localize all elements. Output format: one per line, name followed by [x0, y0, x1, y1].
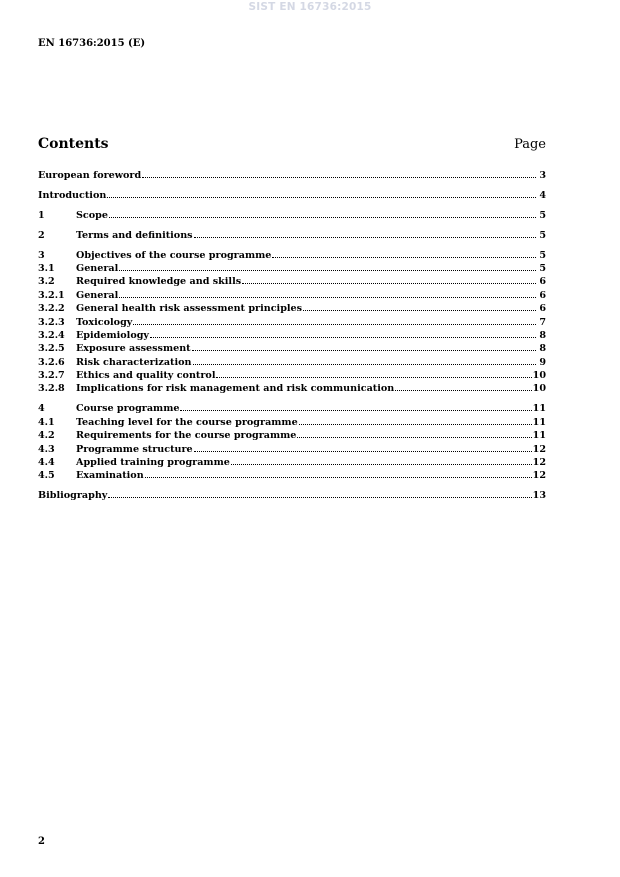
toc-entry-number: 3.2.4 [38, 329, 65, 341]
toc-entry-page: 10 [532, 370, 546, 382]
toc-entry[interactable] [38, 288, 546, 301]
toc-entry-number: 3.2.7 [38, 370, 65, 382]
toc-entry[interactable] [38, 368, 546, 381]
toc-entry-page: 6 [539, 289, 546, 301]
toc-entry-page: 13 [532, 490, 546, 502]
toc-entry[interactable] [38, 261, 546, 274]
toc-entry-number: 4 [38, 403, 45, 415]
toc-entry[interactable] [38, 188, 546, 201]
toc-dot-leader [150, 328, 536, 338]
table-of-contents [38, 168, 546, 502]
toc-dot-leader [119, 288, 536, 298]
toc-entry-page: 5 [539, 262, 546, 274]
toc-dot-leader [303, 301, 536, 311]
toc-entry[interactable] [38, 415, 546, 428]
page-column-label: Page [514, 137, 546, 152]
toc-entry-title: Terms and definitions [76, 229, 193, 241]
toc-entry-title: Exposure assessment [76, 343, 191, 355]
toc-entry-title: Requirements for the course programme [76, 430, 297, 442]
toc-entry-page: 9 [539, 356, 546, 368]
toc-entry[interactable] [38, 315, 546, 328]
toc-entry[interactable] [38, 228, 546, 241]
toc-entry[interactable] [38, 301, 546, 314]
document-id: EN 16736:2015 (E) [38, 38, 146, 49]
toc-entry[interactable] [38, 455, 546, 468]
toc-entry-number: 3.2.5 [38, 343, 65, 355]
toc-dot-leader [107, 188, 536, 198]
toc-dot-leader [194, 228, 536, 238]
toc-entry-page: 5 [539, 209, 546, 221]
toc-entry[interactable] [38, 168, 546, 181]
toc-entry-page: 5 [539, 249, 546, 261]
toc-entry-title: Examination [76, 470, 144, 482]
toc-dot-leader [108, 488, 531, 498]
toc-entry-number: 3 [38, 249, 45, 261]
toc-dot-leader [180, 401, 531, 411]
toc-entry-title: Epidemiology [76, 329, 149, 341]
toc-entry-number: 1 [38, 209, 45, 221]
toc-entry-number: 3.2.3 [38, 316, 65, 328]
toc-entry-page: 3 [539, 170, 546, 181]
toc-entry-title: General [76, 262, 119, 274]
toc-dot-leader [193, 355, 537, 365]
toc-entry-page: 11 [532, 403, 546, 415]
toc-dot-leader [231, 455, 532, 465]
toc-entry-title: Ethics and quality control [76, 370, 216, 382]
toc-entry-number: 4.4 [38, 456, 55, 468]
toc-entry-page: 5 [539, 229, 546, 241]
toc-entry-title: Programme structure [76, 443, 193, 455]
toc-entry-page: 6 [539, 276, 546, 288]
toc-entry-title: Toxicology [76, 316, 133, 328]
toc-entry[interactable] [38, 208, 546, 221]
toc-entry-number: 3.2.1 [38, 289, 65, 301]
toc-entry[interactable] [38, 248, 546, 261]
toc-entry[interactable] [38, 442, 546, 455]
toc-dot-leader [109, 208, 536, 218]
watermark: SIST EN 16736:2015 [248, 1, 372, 13]
toc-entry-number: 4.1 [38, 416, 55, 428]
toc-entry[interactable] [38, 488, 546, 501]
toc-dot-leader [216, 368, 531, 378]
toc-entry-title: Bibliography [38, 490, 108, 502]
toc-entry[interactable] [38, 355, 546, 368]
toc-entry-number: 4.2 [38, 430, 55, 442]
toc-entry[interactable] [38, 274, 546, 287]
toc-entry-page: 11 [532, 416, 546, 428]
toc-entry-number: 3.2 [38, 276, 55, 288]
toc-entry[interactable] [38, 328, 546, 341]
toc-entry-page: 4 [539, 189, 546, 201]
toc-entry-title: Risk characterization [76, 356, 192, 368]
toc-entry[interactable] [38, 381, 546, 394]
toc-entry[interactable] [38, 401, 546, 414]
toc-dot-leader [299, 415, 532, 425]
toc-entry-title: Applied training programme [76, 456, 230, 468]
toc-entry-page: 12 [532, 456, 546, 468]
toc-entry-number: 4.5 [38, 470, 55, 482]
toc-entry[interactable] [38, 468, 546, 481]
toc-entry-number: 2 [38, 229, 45, 241]
toc-dot-leader [133, 315, 536, 325]
toc-entry-page: 11 [532, 430, 546, 442]
toc-entry-title: General [76, 289, 119, 301]
toc-dot-leader [242, 274, 536, 284]
toc-dot-leader [192, 341, 536, 351]
toc-entry-number: 4.3 [38, 443, 55, 455]
toc-entry-page: 6 [539, 303, 546, 315]
toc-entry-page: 7 [539, 316, 546, 328]
toc-entry-page: 12 [532, 470, 546, 482]
toc-entry-title: Required knowledge and skills [76, 276, 242, 288]
toc-entry-title: General health risk assessment principles [76, 303, 303, 315]
toc-dot-leader [145, 468, 532, 478]
toc-entry-title: Objectives of the course programme [76, 249, 272, 261]
toc-dot-leader [297, 428, 531, 438]
toc-entry-page: 10 [532, 383, 546, 395]
toc-entry[interactable] [38, 341, 546, 354]
toc-entry[interactable] [38, 428, 546, 441]
page-number: 2 [38, 836, 45, 847]
toc-entry-number: 3.2.8 [38, 383, 65, 395]
toc-entry-page: 8 [539, 343, 546, 355]
toc-dot-leader [194, 442, 532, 452]
toc-entry-title: Introduction [38, 189, 107, 201]
toc-entry-title: Scope [76, 209, 108, 221]
toc-entry-number: 3.2.2 [38, 303, 65, 315]
toc-entry-title: European foreword [38, 170, 142, 181]
toc-dot-leader [142, 168, 536, 178]
toc-dot-leader [119, 261, 536, 271]
toc-entry-page: 12 [532, 443, 546, 455]
toc-entry-number: 3.1 [38, 262, 55, 274]
toc-entry-title: Course programme [76, 403, 180, 415]
toc-entry-title: Teaching level for the course programme [76, 416, 298, 428]
toc-entry-number: 3.2.6 [38, 356, 65, 368]
toc-dot-leader [272, 248, 536, 258]
toc-entry-page: 8 [539, 329, 546, 341]
contents-title: Contents [38, 136, 109, 152]
toc-entry-title: Implications for risk management and risk communication [76, 383, 395, 395]
toc-dot-leader [395, 381, 531, 391]
